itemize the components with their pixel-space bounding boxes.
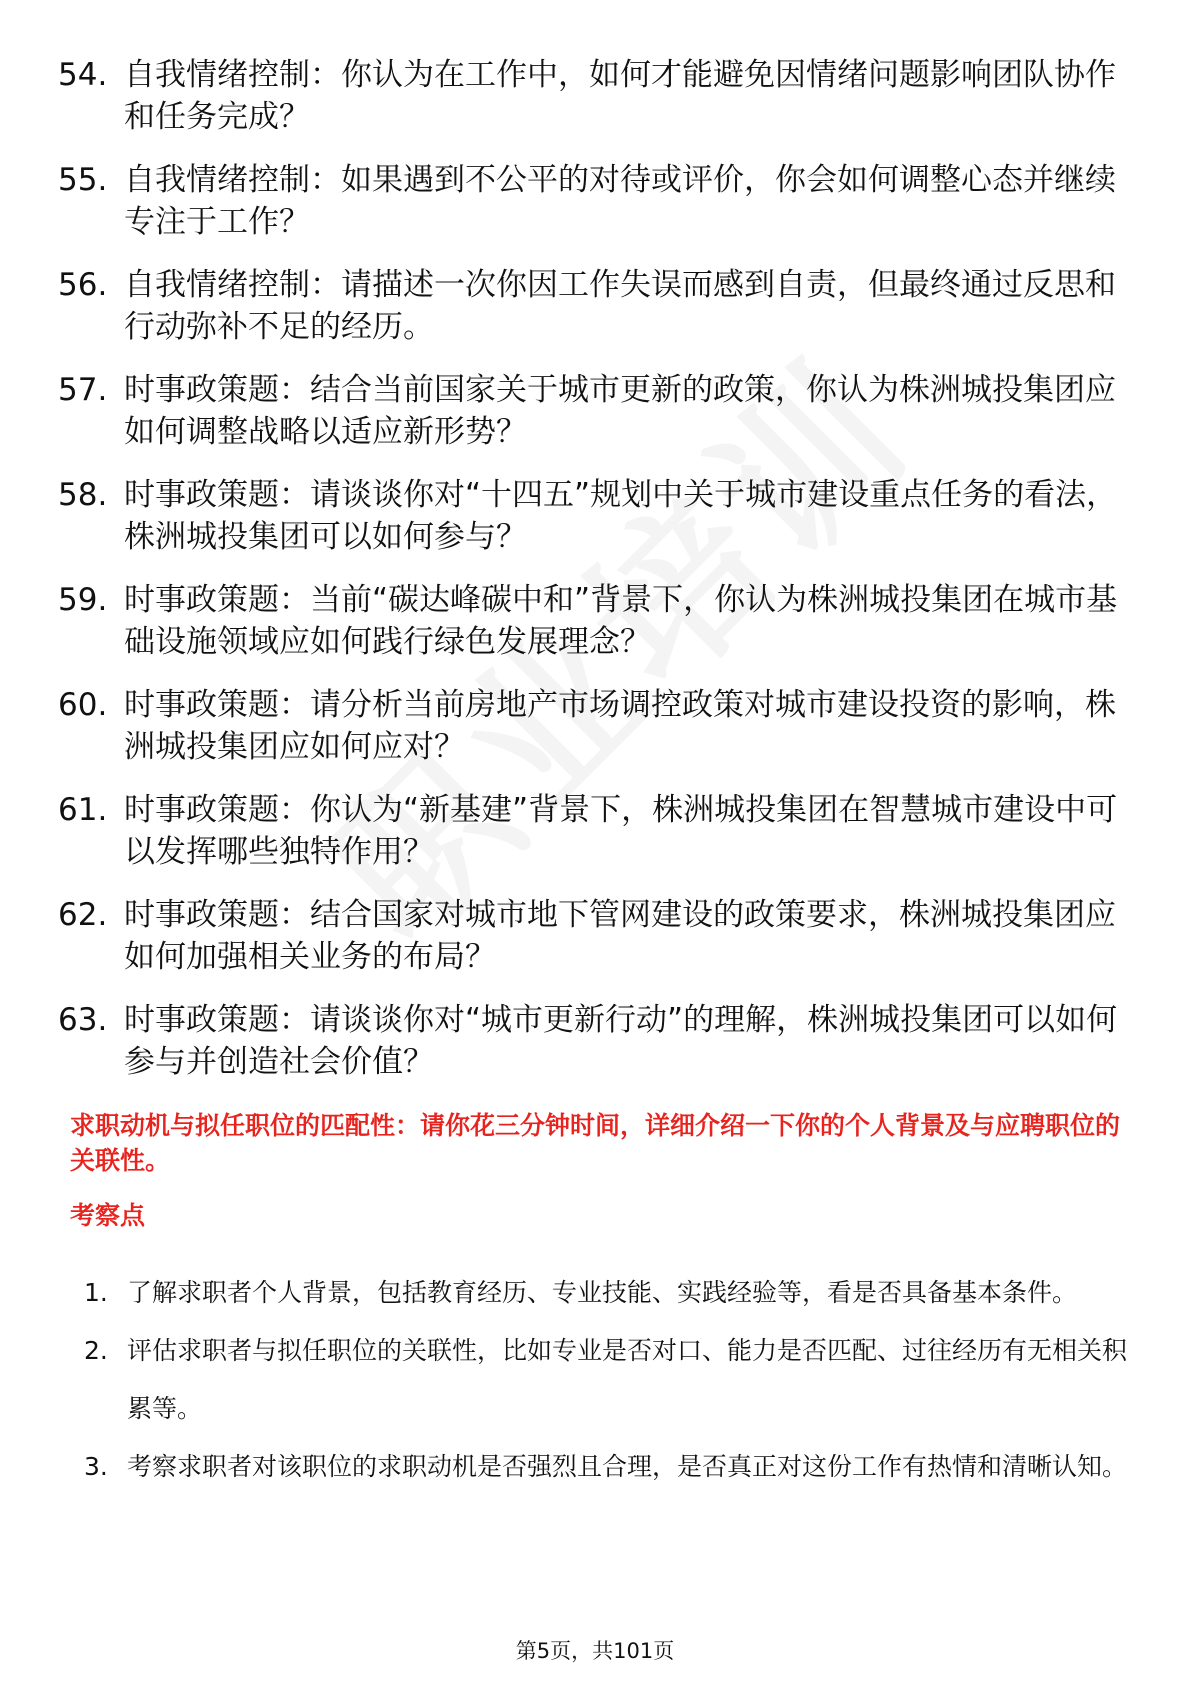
- assessment-point: [84, 1438, 1134, 1496]
- question-item: [58, 684, 1138, 768]
- question-item: [58, 54, 1138, 138]
- question-text: 时事政策题：结合国家对城市地下管网建设的政策要求，株洲城投集团应如何加强相关业务的布局？: [124, 897, 1116, 975]
- motivation-heading: 求职动机与拟任职位的匹配性：请你花三分钟时间，详细介绍一下你的个人背景及与应聘职位的关联性。: [70, 1111, 1121, 1175]
- question-number: 62.: [58, 897, 108, 933]
- question-text: 时事政策题：你认为“新基建”背景下，株洲城投集团在智慧城市建设中可以发挥哪些独特作用？: [124, 792, 1118, 870]
- question-item: [58, 789, 1138, 873]
- question-number: 56.: [58, 267, 108, 303]
- question-item: [58, 999, 1138, 1083]
- question-text: 自我情绪控制：请描述一次你因工作失误而感到自责，但最终通过反思和行动弥补不足的经历。: [124, 267, 1116, 345]
- point-text: 评估求职者与拟任职位的关联性，比如专业是否对口、能力是否匹配、过往经历有无相关积累等。: [127, 1336, 1128, 1423]
- point-number: 3.: [84, 1452, 108, 1481]
- assessment-points-title: 考察点: [70, 1201, 146, 1230]
- question-item: [58, 579, 1138, 663]
- question-text: 自我情绪控制：如果遇到不公平的对待或评价，你会如何调整心态并继续专注于工作？: [124, 162, 1116, 240]
- assessment-points-list: [84, 1264, 1134, 1496]
- assessment-point: [84, 1322, 1134, 1438]
- question-number: 57.: [58, 372, 108, 408]
- question-item: [58, 369, 1138, 453]
- page-footer: 第5页，共101页: [515, 1639, 675, 1663]
- question-list: [58, 54, 1138, 1104]
- question-text: 时事政策题：结合当前国家关于城市更新的政策，你认为株洲城投集团应如何调整战略以适应新形势？: [124, 372, 1116, 450]
- question-number: 60.: [58, 687, 108, 723]
- assessment-point: [84, 1264, 1134, 1322]
- question-item: [58, 894, 1138, 978]
- question-item: [58, 159, 1138, 243]
- point-number: 1.: [84, 1278, 108, 1307]
- question-text: 时事政策题：当前“碳达峰碳中和”背景下，你认为株洲城投集团在城市基础设施领域应如何践行绿色发展理念？: [124, 582, 1118, 660]
- point-number: 2.: [84, 1336, 108, 1365]
- question-text: 自我情绪控制：你认为在工作中，如何才能避免因情绪问题影响团队协作和任务完成？: [124, 57, 1116, 135]
- point-text: 了解求职者个人背景，包括教育经历、专业技能、实践经验等，看是否具备基本条件。: [127, 1278, 1078, 1307]
- question-text: 时事政策题：请谈谈你对“十四五”规划中关于城市建设重点任务的看法，株洲城投集团可以如何参与？: [124, 477, 1118, 555]
- question-number: 55.: [58, 162, 108, 198]
- question-item: [58, 474, 1138, 558]
- question-number: 58.: [58, 477, 108, 513]
- question-text: 时事政策题：请分析当前房地产市场调控政策对城市建设投资的影响，株洲城投集团应如何应对？: [124, 687, 1116, 765]
- question-number: 61.: [58, 792, 108, 828]
- point-text: 考察求职者对该职位的求职动机是否强烈且合理，是否真正对这份工作有热情和清晰认知。: [127, 1452, 1128, 1481]
- question-number: 63.: [58, 1002, 108, 1038]
- question-item: [58, 264, 1138, 348]
- question-number: 59.: [58, 582, 108, 618]
- question-number: 54.: [58, 57, 108, 93]
- question-text: 时事政策题：请谈谈你对“城市更新行动”的理解，株洲城投集团可以如何参与并创造社会价值？: [124, 1002, 1118, 1080]
